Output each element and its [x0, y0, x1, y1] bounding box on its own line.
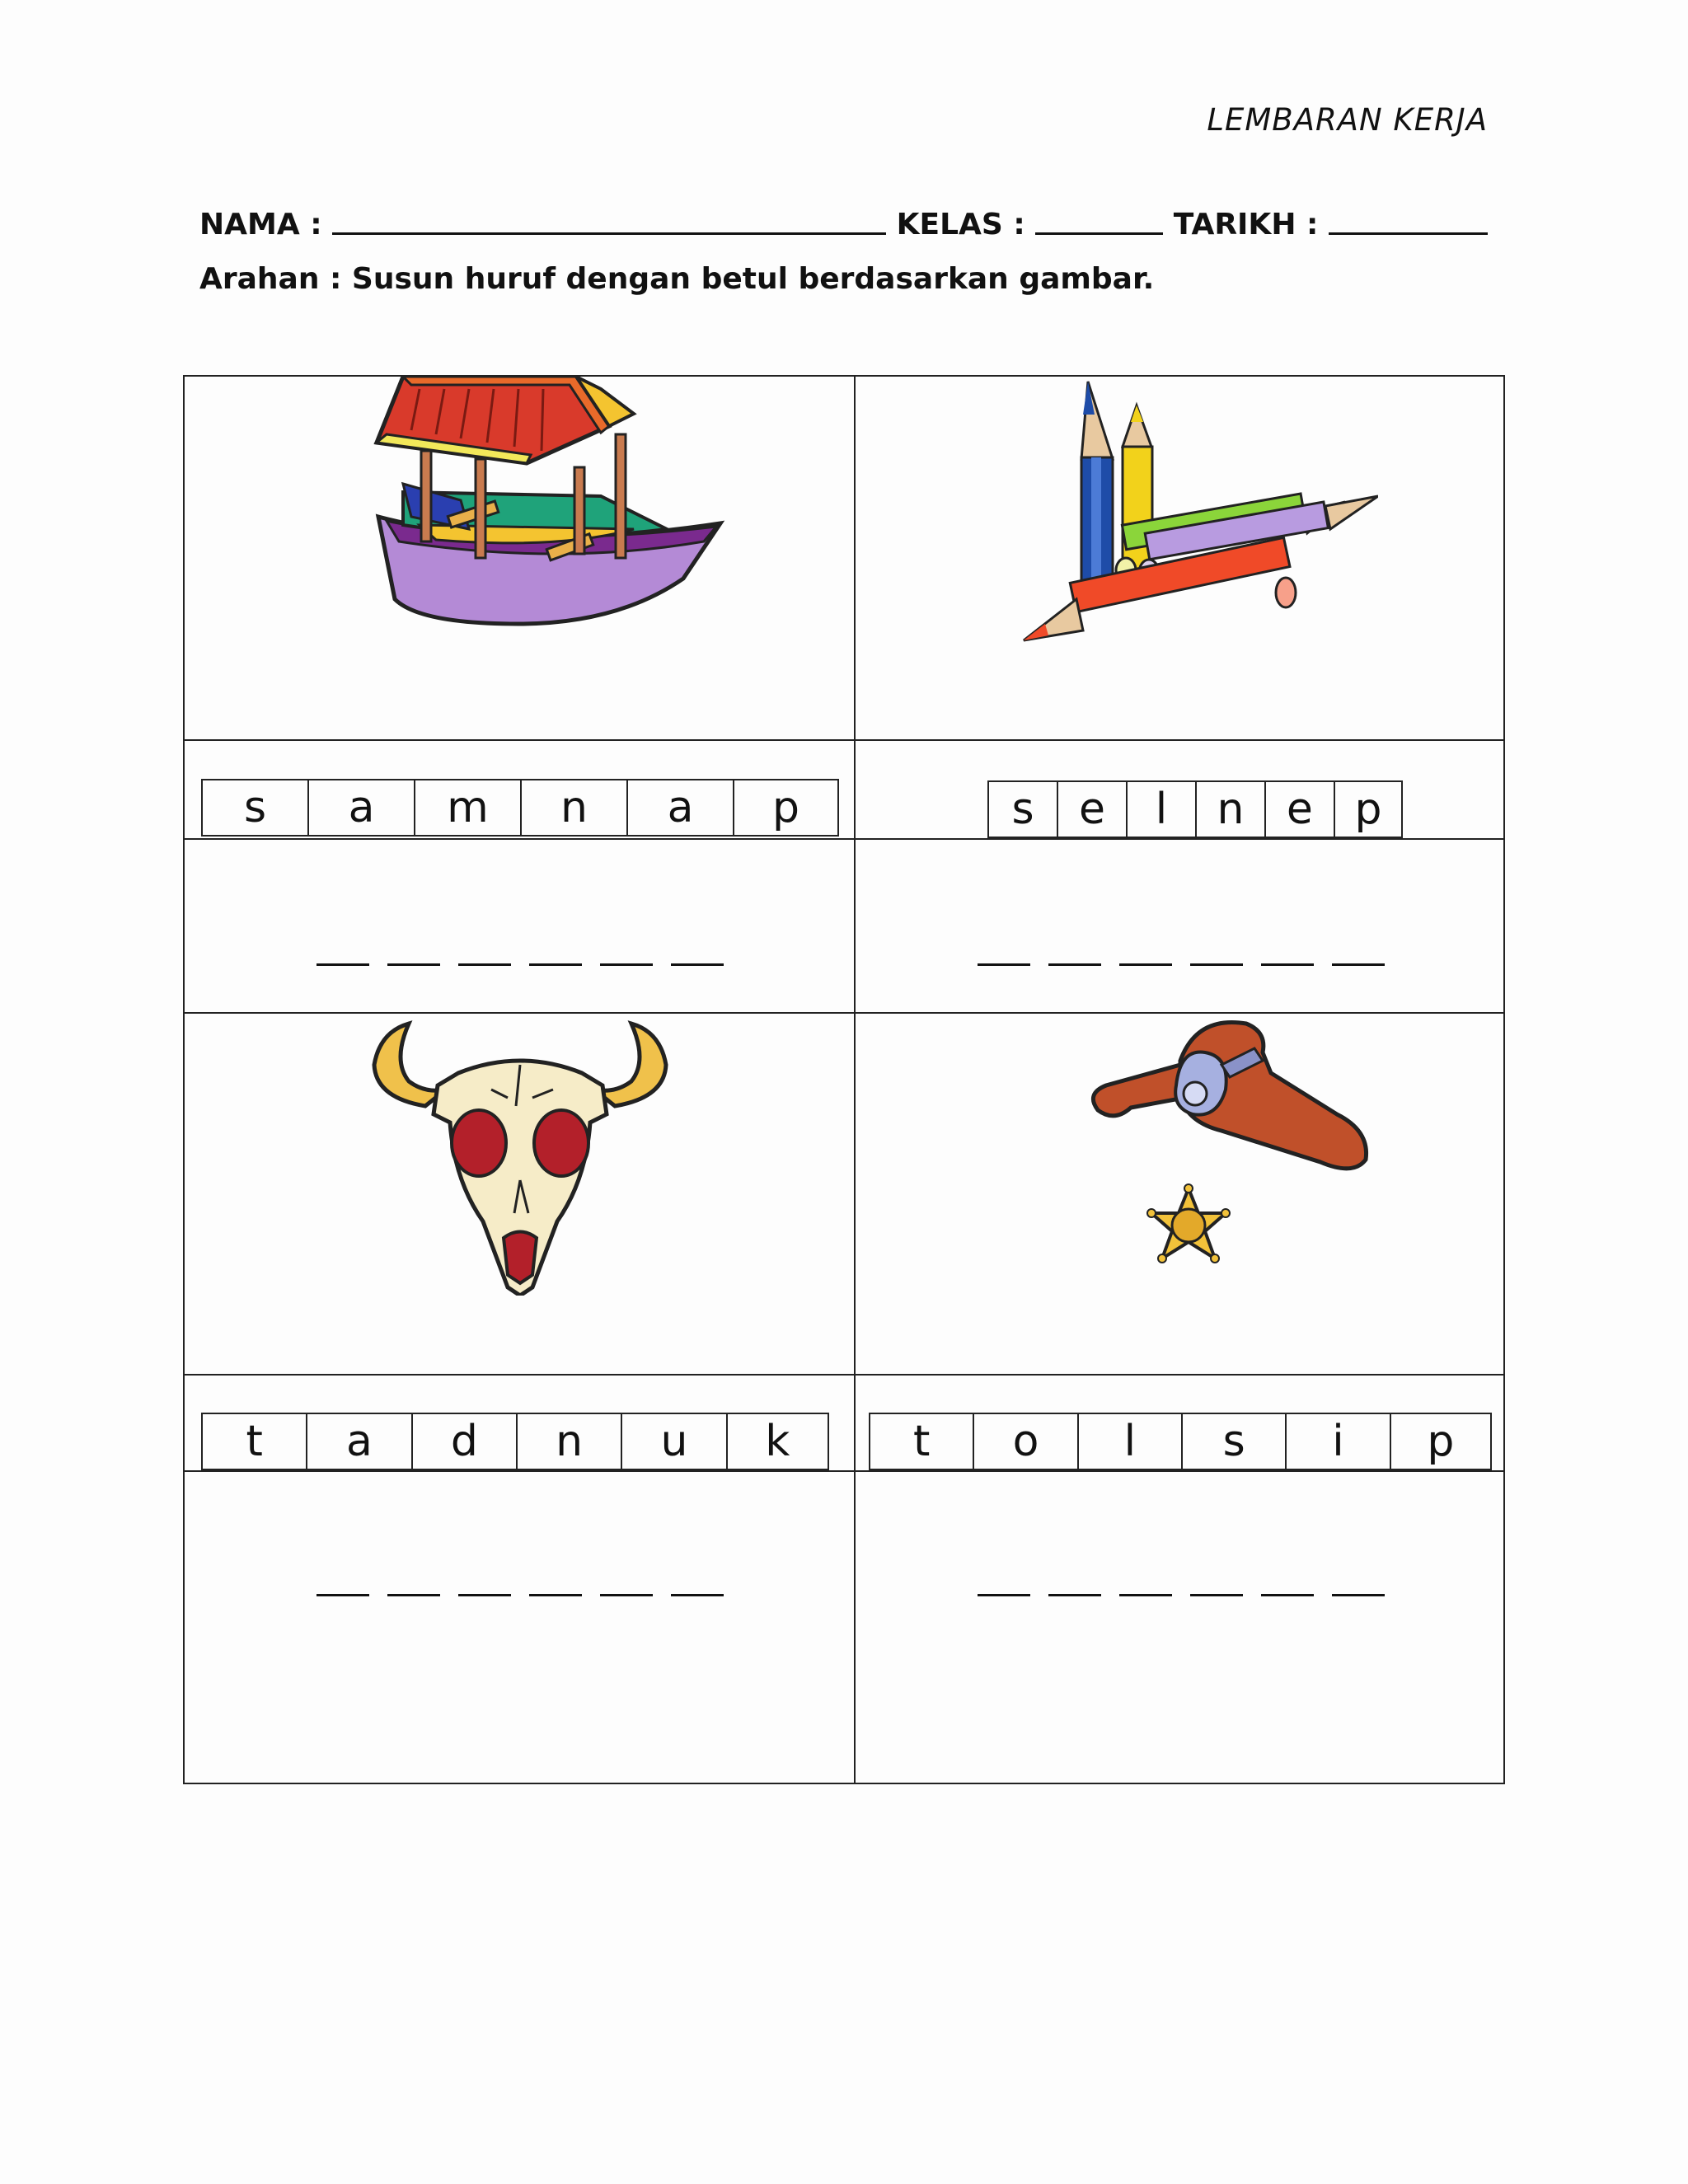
answer-blank[interactable]: [1261, 963, 1314, 966]
answer-blank[interactable]: [978, 963, 1030, 966]
answer-blank[interactable]: [1190, 963, 1243, 966]
letter-cell: u: [622, 1414, 727, 1469]
instruction: Arahan : Susun huruf dengan betul berdasarkan gambar.: [199, 262, 1155, 296]
answer-blank[interactable]: [529, 1594, 582, 1596]
nama-label: NAMA :: [199, 208, 333, 241]
answer-blank[interactable]: [529, 963, 582, 966]
letter-cell: p: [772, 783, 800, 832]
pistol-badge-picture: [1057, 1015, 1403, 1296]
letter-cell: s: [1183, 1414, 1287, 1469]
answer-blank[interactable]: [1190, 1594, 1243, 1596]
kelas-label: KELAS :: [886, 208, 1036, 241]
answer-blank[interactable]: [316, 963, 369, 966]
letter-cell: e: [1266, 782, 1335, 837]
letter-cell: e: [1058, 782, 1128, 837]
answer-blanks-4[interactable]: [978, 1594, 1385, 1596]
answer-blanks-1[interactable]: [316, 963, 724, 966]
letter-cell: a: [628, 780, 734, 835]
tarikh-blank[interactable]: [1329, 232, 1488, 235]
answer-blank[interactable]: [458, 963, 511, 966]
letter-cell: n: [1197, 782, 1266, 837]
answer-blank[interactable]: [1261, 1594, 1314, 1596]
letter-cell: m: [415, 780, 522, 835]
answer-blank[interactable]: [671, 1594, 724, 1596]
letter-cell: a: [309, 780, 415, 835]
letter-cell: k: [765, 1417, 790, 1466]
tarikh-label: TARIKH :: [1163, 208, 1329, 241]
row-divider: [185, 1470, 1503, 1472]
letter-cell: l: [1079, 1414, 1183, 1469]
letter-cell: s: [203, 780, 309, 835]
bull-skull-picture: [368, 1015, 673, 1296]
letter-cell: d: [413, 1414, 518, 1469]
answer-blank[interactable]: [1119, 1594, 1172, 1596]
letter-cell: l: [1128, 782, 1197, 837]
student-info-line: [199, 200, 1488, 241]
letter-cell: o: [974, 1414, 1078, 1469]
letter-cell: p: [1427, 1417, 1455, 1466]
row-divider: [185, 838, 1503, 840]
answer-blank[interactable]: [1119, 963, 1172, 966]
letter-cell: a: [307, 1414, 412, 1469]
answer-blank[interactable]: [316, 1594, 369, 1596]
letter-cell: n: [522, 780, 628, 835]
kelas-blank[interactable]: [1035, 232, 1163, 235]
boat-picture: [354, 377, 749, 632]
scrambled-letters-4: [869, 1413, 1492, 1470]
answer-blank[interactable]: [978, 1594, 1030, 1596]
answer-blank[interactable]: [1048, 963, 1101, 966]
answer-blank[interactable]: [600, 1594, 653, 1596]
letter-cell: i: [1287, 1414, 1390, 1469]
scrambled-letters-2: [987, 780, 1403, 838]
row-divider: [185, 739, 1503, 741]
answer-blank[interactable]: [671, 963, 724, 966]
letter-cell: t: [870, 1414, 974, 1469]
answer-blank[interactable]: [1332, 1594, 1385, 1596]
answer-blank[interactable]: [1048, 1594, 1101, 1596]
worksheet-grid: [183, 375, 1505, 1784]
pencils-picture: [1015, 377, 1378, 649]
scrambled-letters-1: [201, 779, 839, 837]
column-divider: [854, 377, 856, 1783]
worksheet-title: LEMBARAN KERJA: [1207, 102, 1488, 138]
letter-cell: n: [518, 1414, 622, 1469]
answer-blank[interactable]: [387, 963, 440, 966]
answer-blanks-3[interactable]: [316, 1594, 724, 1596]
answer-blank[interactable]: [600, 963, 653, 966]
nama-blank[interactable]: [332, 232, 886, 235]
row-divider: [185, 1012, 1503, 1014]
answer-blank[interactable]: [387, 1594, 440, 1596]
scrambled-letters-3: [201, 1413, 829, 1470]
answer-blank[interactable]: [1332, 963, 1385, 966]
answer-blank[interactable]: [458, 1594, 511, 1596]
answer-blanks-2[interactable]: [978, 963, 1385, 966]
row-divider: [185, 1374, 1503, 1376]
letter-cell: p: [1354, 785, 1382, 834]
letter-cell: s: [989, 782, 1058, 837]
letter-cell: t: [203, 1414, 307, 1469]
